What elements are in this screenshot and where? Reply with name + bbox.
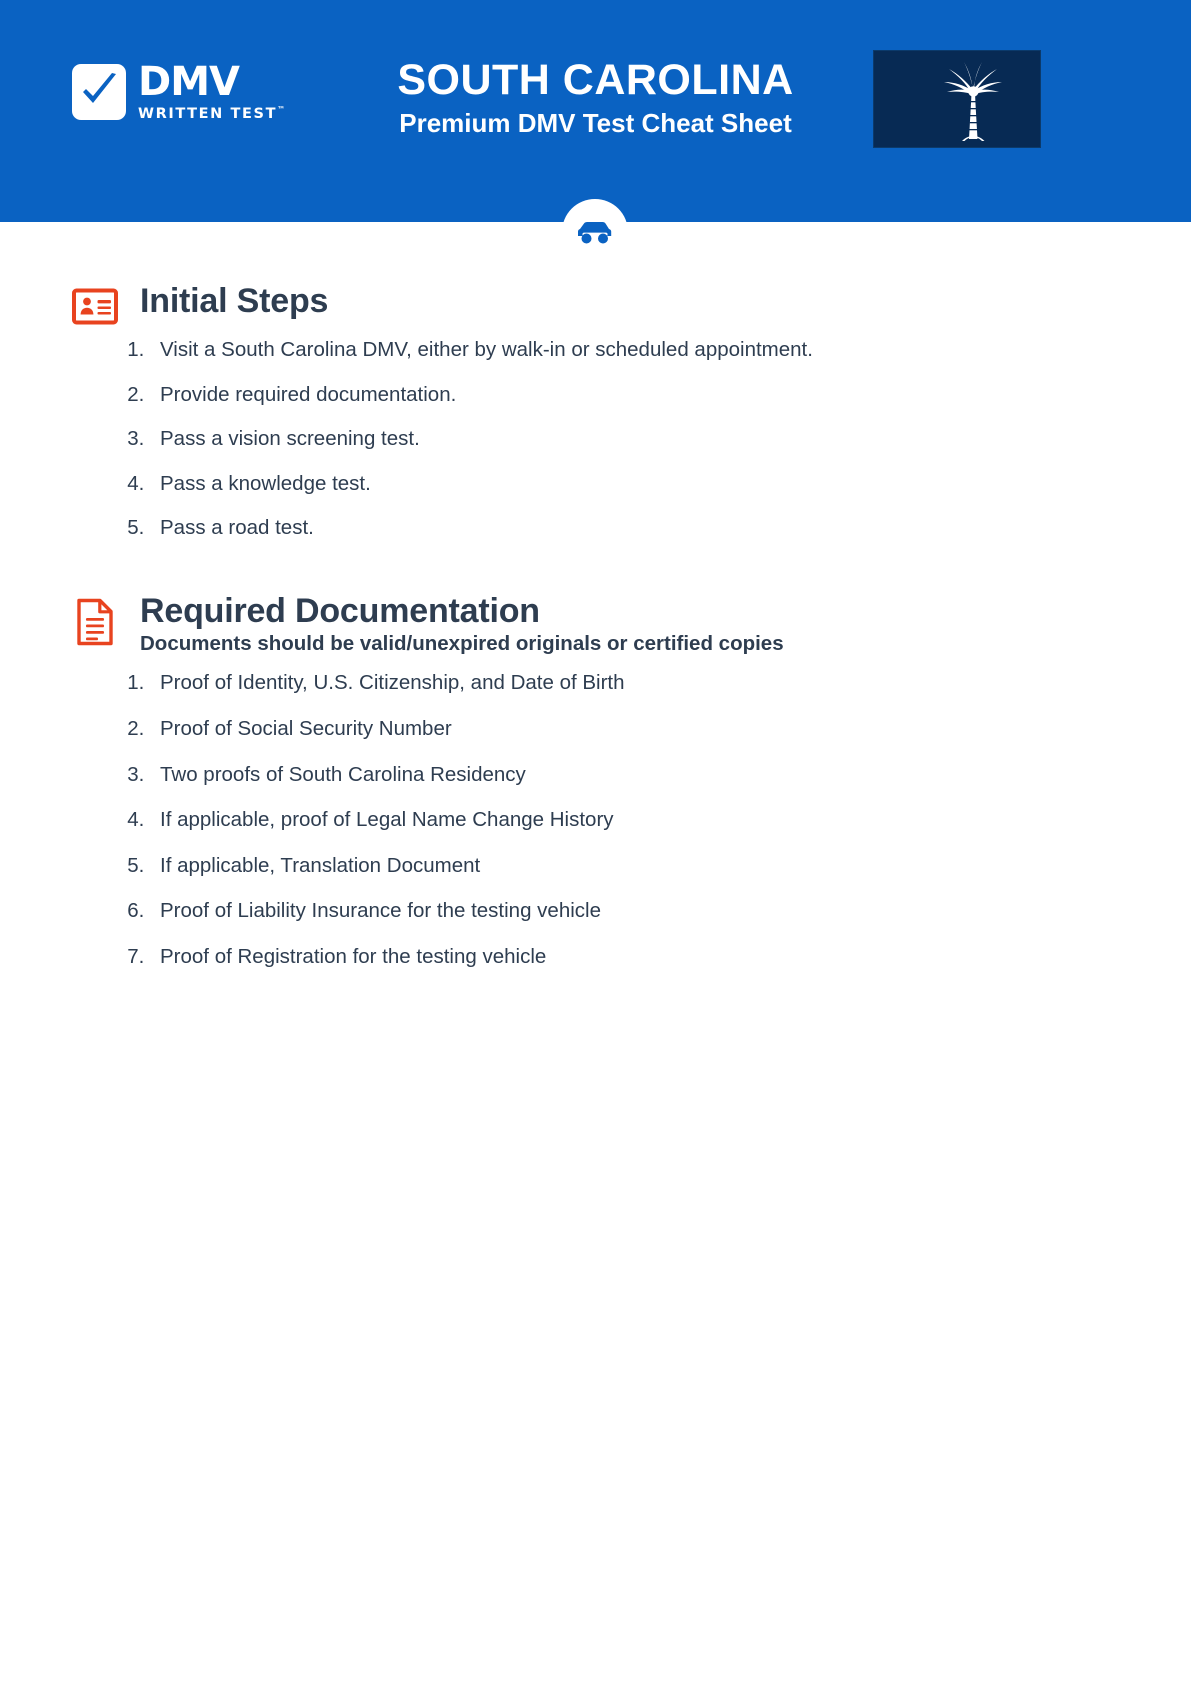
document-icon [72, 592, 118, 646]
list-item: 2. Provide required documentation. [150, 384, 1191, 407]
section-title-block [140, 282, 328, 321]
page-content [0, 282, 1191, 968]
checkmark-icon [72, 64, 126, 120]
list-item: 3. Two proofs of South Carolina Residency [150, 764, 1191, 787]
list-item: 7. Proof of Registration for the testing vehicle [150, 946, 1191, 969]
page-subtitle: Premium DMV Test Cheat Sheet [399, 108, 792, 139]
trademark-symbol: ™ [277, 105, 286, 114]
section-subtitle: Documents should be valid/unexpired originals or certified copies [140, 631, 784, 655]
id-card-icon [72, 282, 118, 325]
list-item: 5. If applicable, Translation Document [150, 855, 1191, 878]
list-item: 6. Proof of Liability Insurance for the testing vehicle [150, 900, 1191, 923]
page-header [0, 0, 1191, 222]
list-item: 3. Pass a vision screening test. [150, 428, 1191, 451]
section-initial-steps [0, 282, 1191, 540]
section-header [0, 282, 1191, 325]
section-required-documentation [0, 592, 1191, 969]
list-item: 2. Proof of Social Security Number [150, 718, 1191, 741]
list-item: 1. Proof of Identity, U.S. Citizenship, and Date of Birth [150, 672, 1191, 695]
list-item: 4. Pass a knowledge test. [150, 473, 1191, 496]
initial-steps-list [0, 339, 1191, 540]
section-title: Required Documentation [140, 591, 540, 630]
section-header [0, 592, 1191, 657]
logo-brand: DMV [138, 59, 239, 105]
page-title: SOUTH CAROLINA [397, 56, 794, 104]
list-item: 4. If applicable, proof of Legal Name Change History [150, 809, 1191, 832]
car-icon [562, 199, 628, 265]
dmv-written-test-logo [72, 59, 286, 122]
south-carolina-flag [873, 50, 1041, 148]
section-title-block [140, 592, 784, 657]
required-documentation-list [0, 672, 1191, 968]
list-item: 1. Visit a South Carolina DMV, either by walk-in or scheduled appointment. [150, 339, 1191, 362]
logo-tagline: WRITTEN TEST™ [138, 105, 286, 122]
list-item: 5. Pass a road test. [150, 517, 1191, 540]
section-title: Initial Steps [140, 282, 329, 320]
logo-wordmark [138, 59, 286, 122]
